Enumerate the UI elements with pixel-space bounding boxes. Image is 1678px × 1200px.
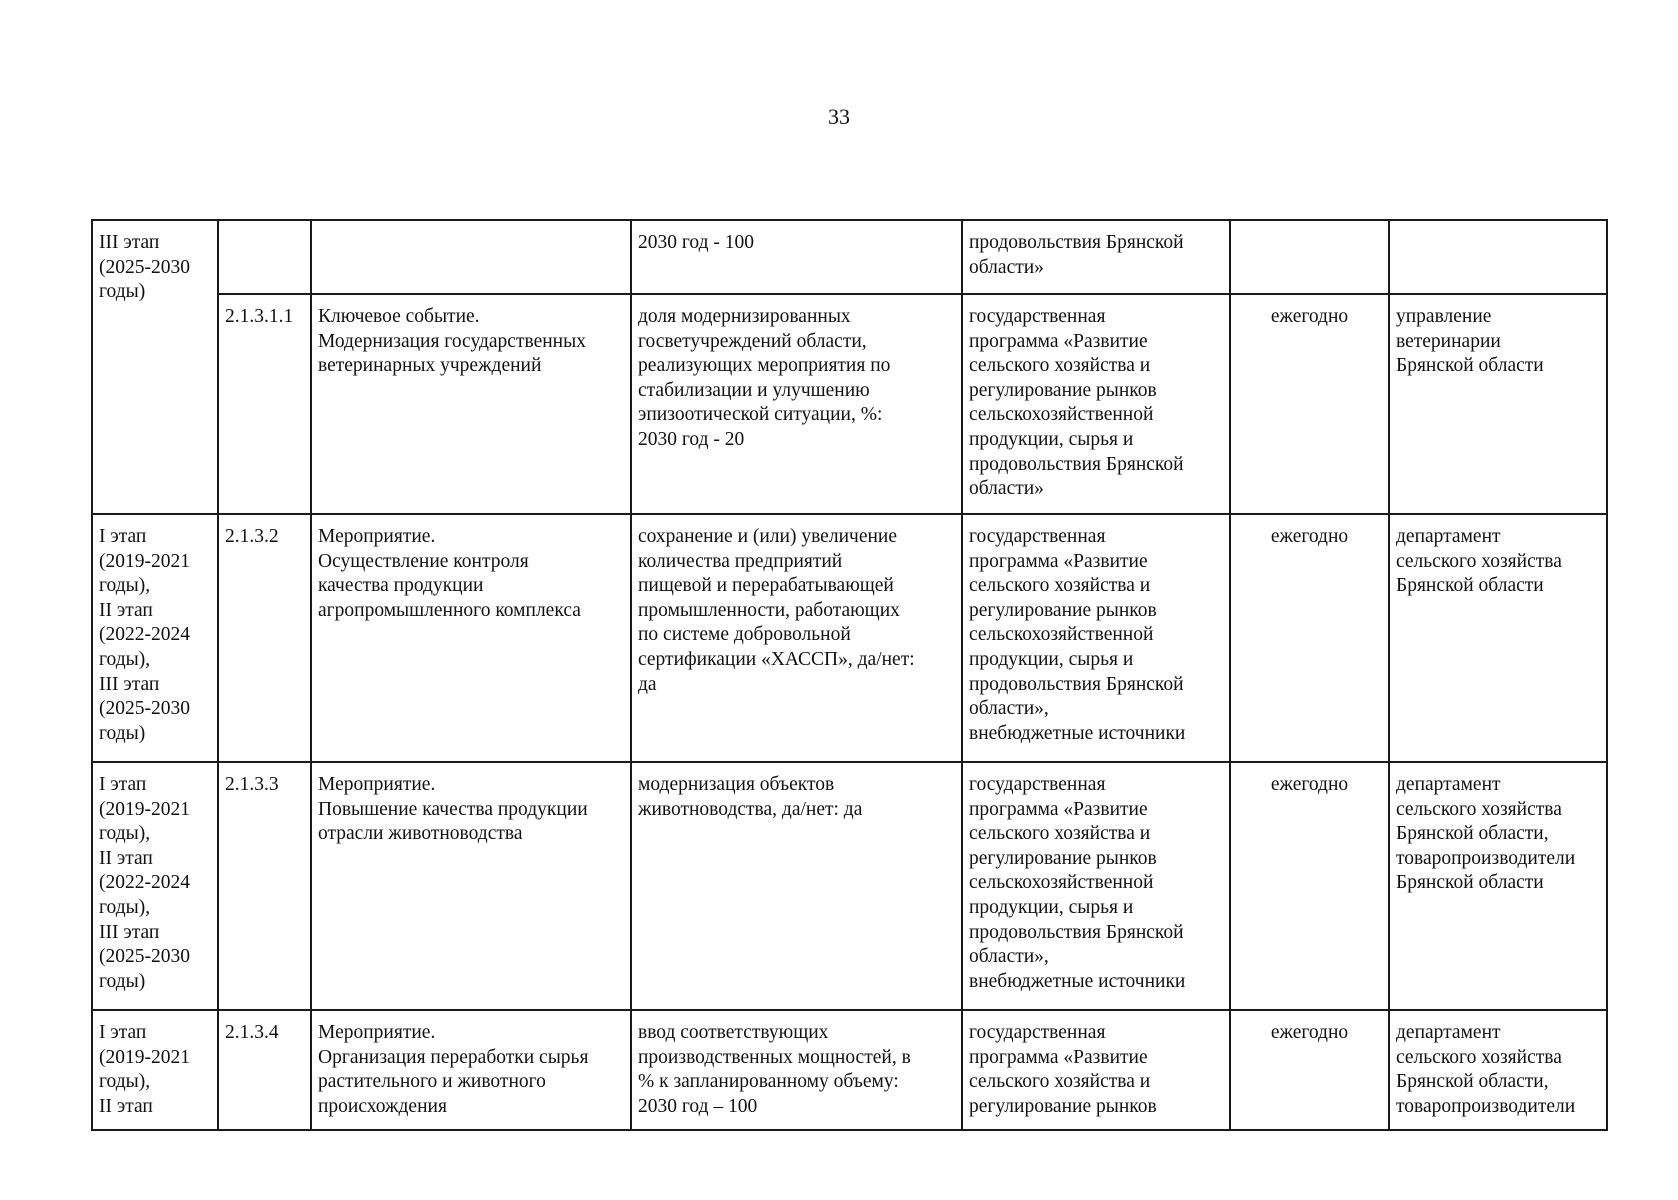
program-cell: государственная программа «Развитие сельского хозяйства и регулирование рынков сельскохозяйственной продукции, сырья и продовольствия Брянской области», внебюджетные источники [962,514,1230,762]
code-cell: 2.1.3.3 [218,762,311,1010]
indicator-cell: 2030 год - 100 [631,220,962,294]
indicator-cell: модернизация объектов животноводства, да/нет: да [631,762,962,1010]
responsible-cell: департамент сельского хозяйства Брянской области [1389,514,1607,762]
stage-cell: I этап (2019-2021 годы), II этап (2022-2024 годы), III этап (2025-2030 годы) [92,514,218,762]
stage-cell: I этап (2019-2021 годы), II этап [92,1010,218,1130]
indicator-cell: ввод соответствующих производственных мощностей, в % к запланированному объему: 2030 год – 100 [631,1010,962,1130]
code-cell: 2.1.3.1.1 [218,294,311,514]
measures-table [91,219,1608,1131]
code-cell [218,220,311,294]
deadline-cell: ежегодно [1230,294,1389,514]
name-cell: Мероприятие. Повышение качества продукции отрасли животноводства [311,762,631,1010]
deadline-cell: ежегодно [1230,1010,1389,1130]
responsible-cell: департамент сельского хозяйства Брянской области, товаропроизводители Брянской области [1389,762,1607,1010]
stage-cell: III этап (2025-2030 годы) [92,220,218,514]
code-cell: 2.1.3.4 [218,1010,311,1130]
responsible-cell [1389,220,1607,294]
program-cell: государственная программа «Развитие сельского хозяйства и регулирование рынков сельскохозяйственной продукции, сырья и продовольствия Брянской области» [962,294,1230,514]
name-cell: Мероприятие. Организация переработки сырья растительного и животного происхождения [311,1010,631,1130]
table-row [92,294,1607,514]
responsible-cell: управление ветеринарии Брянской области [1389,294,1607,514]
deadline-cell: ежегодно [1230,514,1389,762]
deadline-cell [1230,220,1389,294]
program-cell: продовольствия Брянской области» [962,220,1230,294]
code-cell: 2.1.3.2 [218,514,311,762]
indicator-cell: доля модернизированных госветучреждений области, реализующих мероприятия по стабилизации и улучшению эпизоотической ситуации, %: 2030 год - 20 [631,294,962,514]
table-row [92,220,1607,294]
page-number: 33 [828,104,850,129]
program-cell: государственная программа «Развитие сельского хозяйства и регулирование рынков сельскохозяйственной продукции, сырья и продовольствия Брянской области», внебюджетные источники [962,762,1230,1010]
name-cell [311,220,631,294]
program-cell: государственная программа «Развитие сельского хозяйства и регулирование рынков [962,1010,1230,1130]
table-row [92,514,1607,762]
name-cell: Ключевое событие. Модернизация государственных ветеринарных учреждений [311,294,631,514]
deadline-cell: ежегодно [1230,762,1389,1010]
responsible-cell: департамент сельского хозяйства Брянской области, товаропроизводители [1389,1010,1607,1130]
stage-cell: I этап (2019-2021 годы), II этап (2022-2024 годы), III этап (2025-2030 годы) [92,762,218,1010]
table-row [92,762,1607,1010]
table-row [92,1010,1607,1130]
indicator-cell: сохранение и (или) увеличение количества предприятий пищевой и перерабатывающей промышленности, работающих по системе добровольной сертификации «ХАССП», да/нет: да [631,514,962,762]
name-cell: Мероприятие. Осуществление контроля качества продукции агропромышленного комплекса [311,514,631,762]
